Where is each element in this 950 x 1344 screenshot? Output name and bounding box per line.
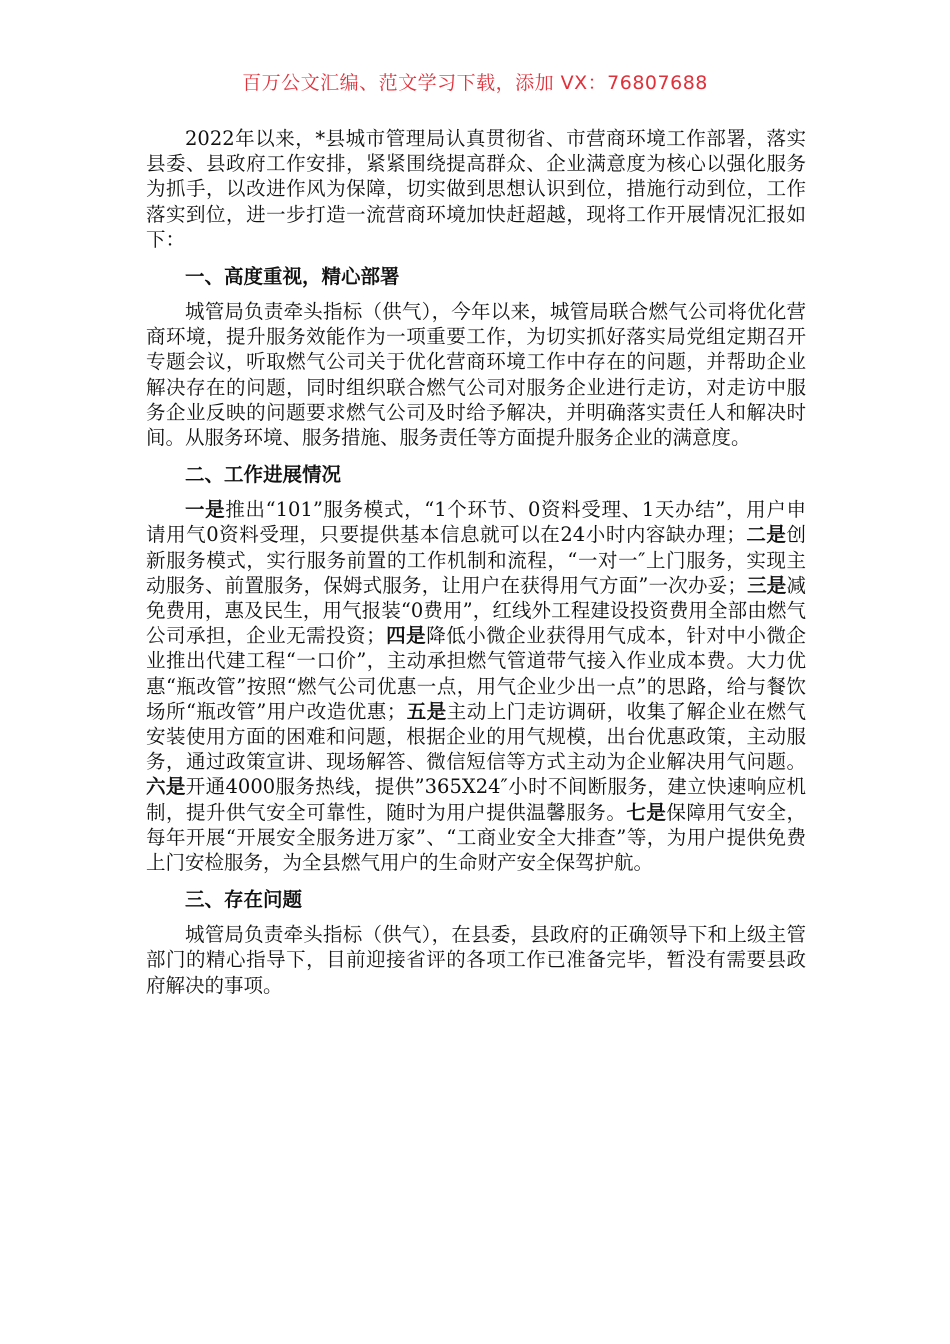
item-6-text: 开通4000服务热线，提供”365X24″小时不间断服务，建立快速响应机制，提升供气安全可靠性，随时为用户提供温馨服务。	[146, 775, 806, 824]
item-7-text: 保障用气安全，每年开展“开展安全服务进万家”、“工商业安全大排查”等，为用户提供免费上门安检服务，为全县燃气用户的生命财产安全保驾护航。	[146, 800, 806, 875]
item-7-lead: 七是	[626, 800, 667, 824]
item-1-text: 推出“101”服务模式，“1个环节、0资料受理、1天办结”，用户申请用气0资料受理，只要提供基本信息就可以在24小时内容缺办理；	[146, 498, 806, 547]
section-3-heading: 三、存在问题	[185, 888, 303, 912]
section-2-heading: 二、工作进展情况	[185, 463, 342, 487]
item-4-text: 降低小微企业获得用气成本，针对中小微企业推出代建工程“一口价”，主动承担燃气管道带气接入作业成本费。大力优惠“瓶改管”按照“燃气公司优惠一点，用气企业少出一点”的思路，给与餐饮场所“瓶改管”用户改造优惠；	[146, 624, 806, 723]
item-4-lead: 四是	[385, 624, 427, 648]
item-5-lead: 五是	[406, 699, 447, 723]
section-1-heading: 一、高度重视，精心部署	[185, 265, 400, 289]
item-5-text: 主动上门走访调研，收集了解企业在燃气安装使用方面的困难和问题，根据企业的用气规模，出台优惠政策，主动服务，通过政策宣讲、现场解答、微信短信等方式主动为企业解决用气问题。	[146, 699, 806, 774]
watermark-banner: 百万公文汇编、范文学习下载，添加 VX：76807688	[242, 72, 708, 94]
section-1-paragraph: 城管局负责牵头指标（供气），今年以来，城管局联合燃气公司将优化营商环境，提升服务效能作为一项重要工作，为切实抓好落实局党组定期召开专题会议，听取燃气公司关于优化营商环境工作中存在的问题，并帮助企业解决存在的问题，同时组织联合燃气公司对服务企业进行走访，对走访中服务企业反映的问题要求燃气公司及时给予解决，并明确落实责任人和解决时间。从服务环境、服务措施、服务责任等方面提升服务企业的满意度。	[146, 300, 806, 450]
item-2-text: 创新服务模式，实行服务前置的工作机制和流程，“一对一″上门服务，实现主动服务、前置服务，保姆式服务，让用户在获得用气方面”一次办妥；	[146, 523, 806, 597]
item-3-lead: 三是	[746, 573, 787, 597]
item-3-text: 减免费用，惠及民生，用气报装“0费用”，红线外工程建设投资费用全部由燃气公司承担，企业无需投资；	[146, 573, 806, 648]
intro-paragraph: 2022年以来，*县城市管理局认真贯彻省、市营商环境工作部署，落实县委、县政府工作安排，紧紧围绕提高群众、企业满意度为核心以强化服务为抓手，以改进作风为保障，切实做到思想认识到位，措施行动到位，工作落实到位，进一步打造一流营商环境加快赶超越，现将工作开展情况汇报如下：	[146, 127, 806, 251]
section-2-paragraph	[146, 497, 806, 875]
document-body	[146, 126, 806, 998]
item-1-lead: 一是	[185, 498, 226, 522]
section-3-paragraph: 城管局负责牵头指标（供气），在县委，县政府的正确领导下和上级主管部门的精心指导下，目前迎接省评的各项工作已准备完毕，暂没有需要县政府解决的事项。	[146, 923, 806, 997]
item-6-lead: 六是	[146, 775, 186, 799]
item-2-lead: 二是	[745, 523, 787, 547]
